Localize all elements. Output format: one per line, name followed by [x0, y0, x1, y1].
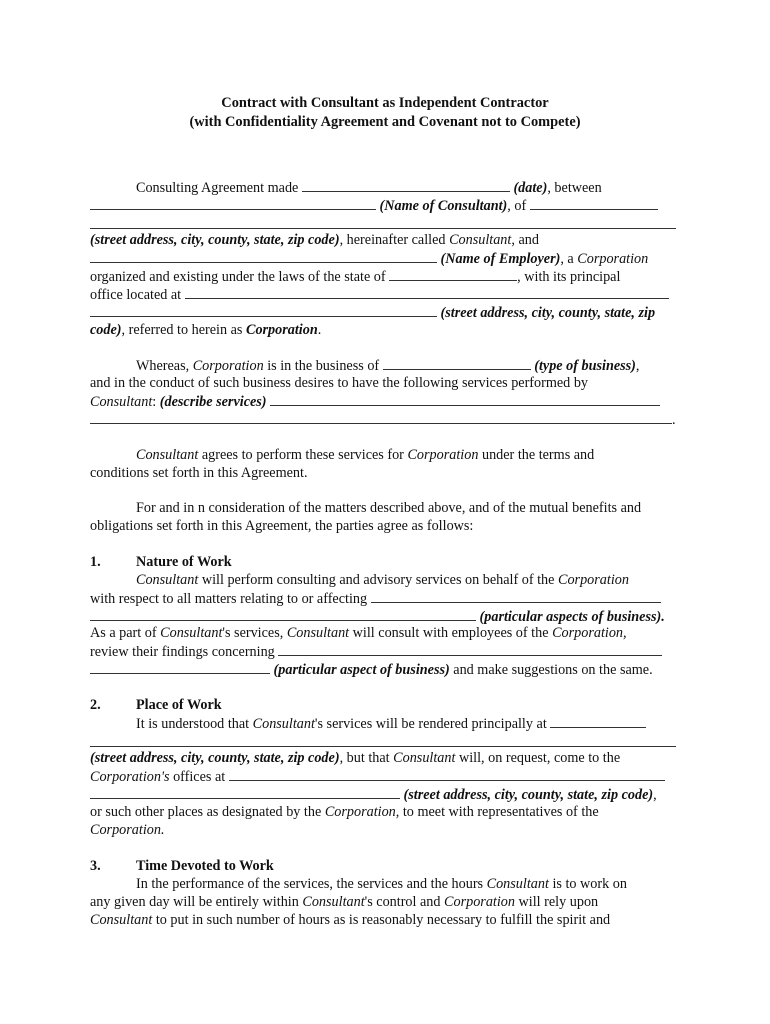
- section-3-line-3: Consultant to put in such number of hours as is reasonably necessary to fulfill the spirit and: [90, 912, 611, 928]
- whereas-line-3: Consultant: (describe services): [90, 392, 660, 410]
- intro-line-2: (Name of Consultant), of: [90, 196, 658, 214]
- section-3-number: 3.: [90, 858, 101, 874]
- intro-line-8: code), referred to herein as Corporation.: [90, 322, 322, 338]
- agrees-line-2: conditions set forth in this Agreement.: [90, 465, 308, 481]
- intro-line-5: organized and existing under the laws of the state of , with its principal: [90, 269, 621, 285]
- work-place-blank[interactable]: [550, 714, 646, 728]
- section-1-line-5: review their findings concerning: [90, 642, 662, 660]
- section-3-line-2: any given day will be entirely within Consultant's control and Corporation will rely upon: [90, 894, 599, 910]
- whereas-line-2: and in the conduct of such business desires to have the following services performed by: [90, 375, 589, 391]
- aspects-blank[interactable]: [371, 589, 661, 603]
- aspects-blank-2[interactable]: [90, 607, 476, 621]
- section-2-line-3: (street address, city, county, state, zip code), but that Consultant will, on request, come to the: [90, 750, 621, 766]
- agrees-line-1: Consultant agrees to perform these services for Corporation under the terms and: [136, 447, 595, 463]
- document-subtitle: (with Confidentiality Agreement and Covenant not to Compete): [189, 114, 581, 130]
- consultant-name-blank[interactable]: [90, 196, 376, 210]
- consultant-of-blank[interactable]: [530, 196, 658, 210]
- section-1-line-3: (particular aspects of business).: [90, 607, 665, 625]
- section-2-line-5: (street address, city, county, state, zip code),: [90, 785, 657, 803]
- employer-name-blank[interactable]: [90, 249, 437, 263]
- office-address-blank-2[interactable]: [90, 303, 437, 317]
- section-1-line-4: As a part of Consultant's services, Consultant will consult with employees of the Corporation,: [90, 625, 627, 641]
- whereas-line-4: .: [90, 410, 676, 428]
- section-1-line-2: with respect to all matters relating to or affecting: [90, 589, 661, 607]
- work-place-blank-2[interactable]: [90, 746, 676, 747]
- office-address-blank[interactable]: [185, 285, 669, 299]
- findings-blank-2[interactable]: [90, 660, 270, 674]
- intro-line-1: Consulting Agreement made (date), between: [136, 180, 602, 196]
- intro-line-3: (street address, city, county, state, zip code), hereinafter called Consultant, and: [90, 232, 539, 248]
- section-1-heading: Nature of Work: [136, 554, 232, 570]
- findings-blank[interactable]: [278, 642, 662, 656]
- document-title: Contract with Consultant as Independent Contractor: [221, 95, 549, 111]
- section-2-line-4: Corporation's offices at: [90, 767, 665, 785]
- consideration-line-2: obligations set forth in this Agreement, the parties agree as follows:: [90, 518, 474, 534]
- section-2-line-1: It is understood that Consultant's services will be rendered principally at: [136, 714, 646, 732]
- services-blank[interactable]: [270, 392, 660, 406]
- services-blank-2[interactable]: [90, 410, 672, 424]
- section-1-number: 1.: [90, 554, 101, 570]
- section-2-number: 2.: [90, 697, 101, 713]
- state-blank[interactable]: [389, 267, 517, 281]
- section-3-line-1: In the performance of the services, the services and the hours Consultant is to work on: [136, 876, 627, 892]
- corp-offices-blank-2[interactable]: [90, 785, 400, 799]
- date-blank[interactable]: [302, 178, 510, 192]
- section-2-line-7: Corporation.: [90, 822, 165, 838]
- intro-line-6: office located at: [90, 285, 669, 303]
- consultant-address-blank[interactable]: [90, 228, 676, 229]
- section-2-line-6: or such other places as designated by the Corporation, to meet with representatives of the: [90, 804, 599, 820]
- intro-line-7: (street address, city, county, state, zip: [90, 303, 655, 321]
- corp-offices-blank[interactable]: [229, 767, 665, 781]
- section-2-heading: Place of Work: [136, 697, 222, 713]
- whereas-line-1: Whereas, Corporation is in the business of (type of business),: [136, 358, 640, 374]
- intro-line-4: (Name of Employer), a Corporation: [90, 249, 648, 267]
- section-1-line-1: Consultant will perform consulting and advisory services on behalf of the Corporation: [136, 572, 629, 588]
- consideration-line-1: For and in n consideration of the matters described above, and of the mutual benefits and: [136, 500, 642, 516]
- business-type-blank[interactable]: [383, 356, 531, 370]
- section-3-heading: Time Devoted to Work: [136, 858, 274, 874]
- section-1-line-6: (particular aspect of business) and make suggestions on the same.: [90, 660, 653, 678]
